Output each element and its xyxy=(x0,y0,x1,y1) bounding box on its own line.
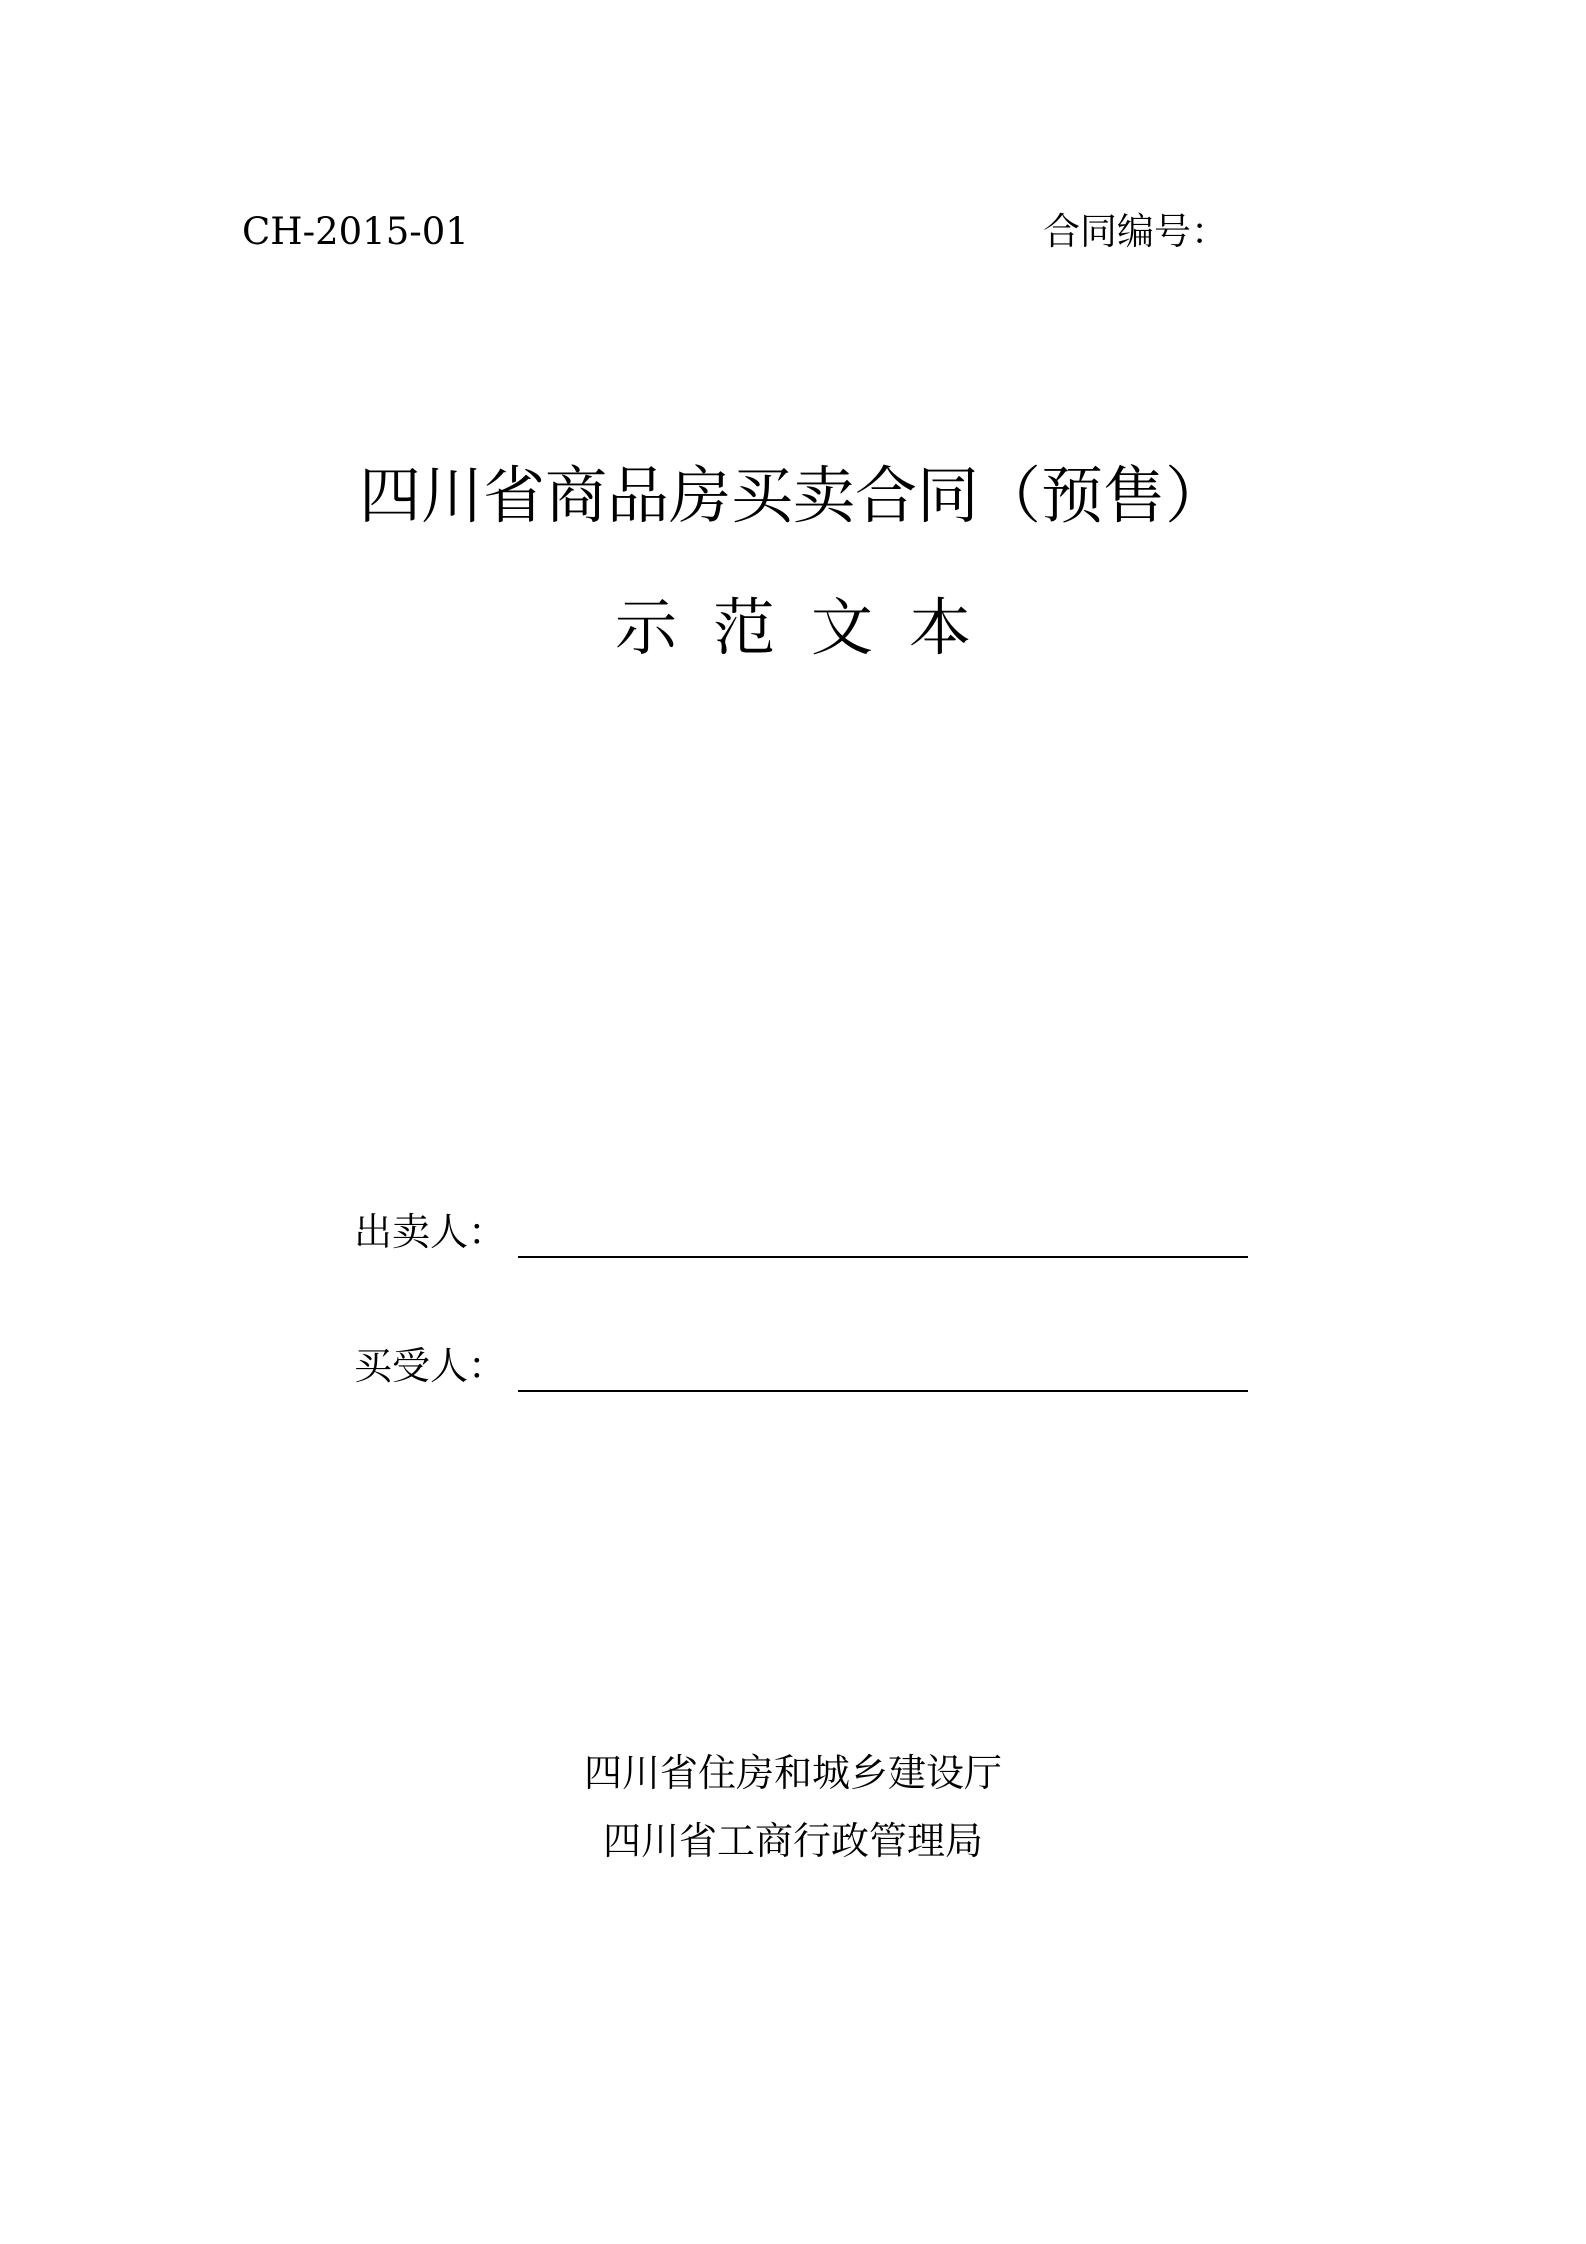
seller-field xyxy=(354,1198,1254,1258)
contract-number-label: 合同编号： xyxy=(1043,210,1228,253)
seller-blank-line[interactable] xyxy=(518,1256,1248,1258)
seller-label: 出卖人： xyxy=(354,1210,507,1254)
buyer-field xyxy=(354,1332,1254,1392)
issuer-housing-department: 四川省住房和城乡建设厅 xyxy=(583,1751,1002,1795)
template-code: CH-2015-01 xyxy=(242,210,469,253)
document-subtitle: 示范文本 xyxy=(614,591,1007,664)
issuer-commerce-bureau: 四川省工商行政管理局 xyxy=(602,1819,983,1863)
document-title: 四川省商品房买卖合同（预售） xyxy=(358,459,1227,532)
buyer-blank-line[interactable] xyxy=(518,1390,1248,1392)
buyer-label: 买受人： xyxy=(354,1344,507,1388)
